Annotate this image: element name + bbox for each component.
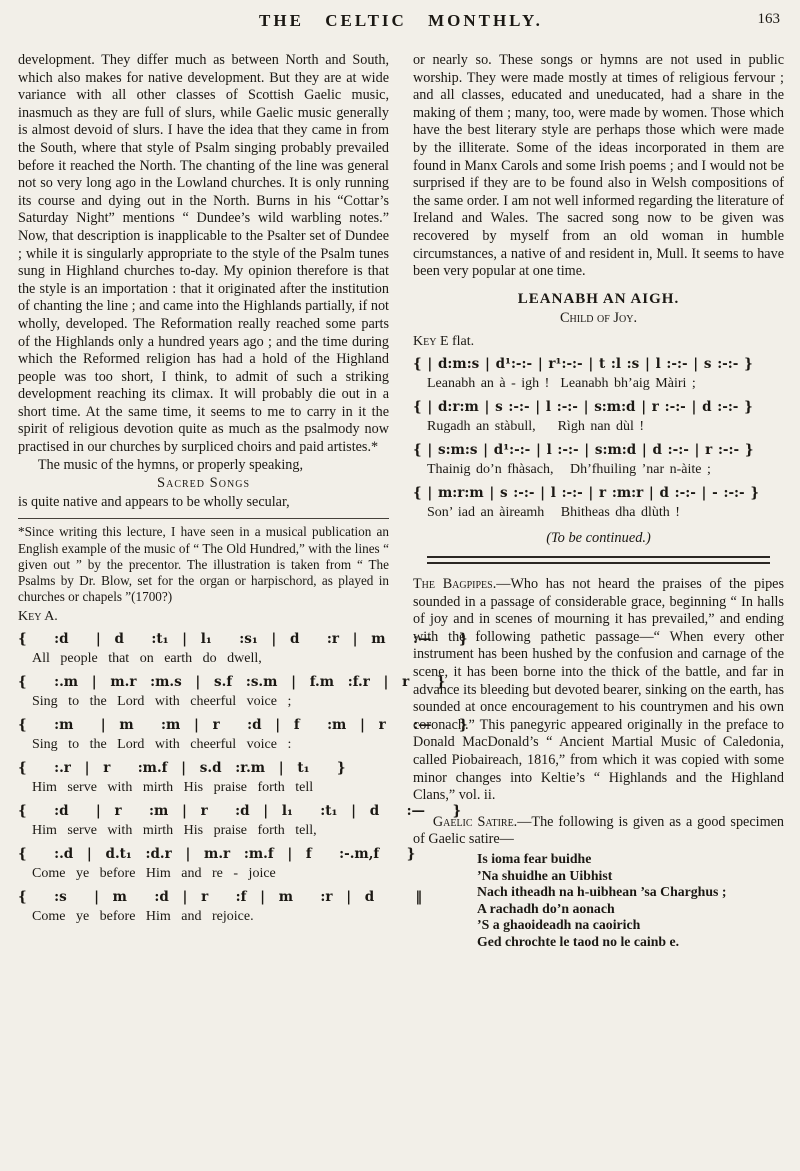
verse-line: Ged chrochte le taod no le cainb e. [477, 933, 680, 949]
lyric-line: Come ye before Him and rejoice. [32, 909, 254, 925]
paragraph-quite-native: is quite native and appears to be wholly secular, [18, 493, 290, 510]
lyric-line: Sing to the Lord with cheerful voice : [32, 737, 292, 753]
section-divider-double-rule [427, 556, 770, 564]
verse-line: ’Na shuidhe an Uibhist [477, 867, 613, 883]
footnote-separator-rule [18, 518, 389, 519]
lyric-line: Son’ iad an àireamh Bhitheas dha dlùth ! [427, 504, 680, 520]
page-header [18, 8, 784, 38]
satire-lead: Gaelic Satire. [432, 813, 518, 830]
solfa-line: { :.d | d.t₁ :d.r | m.r :m.f | f :-.m,f } [18, 846, 416, 863]
bagpipes-lead: The Bagpipes. [413, 576, 497, 593]
lyric-line: Him serve with mirth His praise forth tell [32, 780, 314, 796]
lyric-line: Sing to the Lord with cheerful voice ; [32, 694, 292, 710]
page-number: 163 [757, 11, 780, 27]
satire-body: —The following is given as a good specimen of Gaelic satire— [413, 813, 785, 848]
solfa-line: { | d:m:s | d¹:-:- | r¹:-:- | t :l :s | l :-:- | s :-:- } [413, 355, 753, 372]
music-line [18, 846, 416, 882]
footnote-text: *Since writing this lecture, I have seen in a musical publication an English example of the music of “ The Old Hundred,” with the lines “ given out ” by the precentor. The illustration is taken from “ The Psalms by Dr. Blow, set for the organ or harpischord, as played in churches or chapels ”(1700?) [18, 524, 389, 605]
key-label: Key [413, 333, 437, 349]
music-line [413, 442, 784, 478]
solfa-line: { :.r | r :m.f | s.d :r.m | t₁ } [18, 760, 346, 777]
solfa-line: { :.m | m.r :m.s | s.f :s.m | f.m :f.r | r } [18, 674, 446, 691]
bagpipes-paragraph [413, 576, 784, 805]
key-label: Key [18, 609, 42, 625]
satire-paragraph [413, 814, 784, 849]
key-signature-a [18, 608, 389, 626]
verse-line: ’S a ghaoideadh na caoirich [477, 917, 641, 933]
lyric-line: Rugadh an stàbull, Rìgh nan dùl ! [427, 418, 645, 434]
paragraph-music-of-hymns: The music of the hymns, or properly speaking, [37, 456, 304, 473]
music-line [18, 631, 468, 667]
solfa-line: { :s | m :d | r :f | m :r | d ‖ [18, 889, 423, 906]
lyric-line: Come ye before Him and re - joice [32, 866, 276, 882]
lyric-line: Leanabh an à - igh ! Leanabh bh’aig Màiri ; [427, 375, 696, 391]
lyric-line: Thainig do’n fhàsach, Dh’fhuiling ’nar n-àite ; [427, 461, 711, 477]
right-column [413, 52, 784, 951]
leanabh-an-aigh-notation [413, 356, 784, 521]
two-column-layout [18, 52, 784, 951]
solfa-line: { | m:r:m | s :-:- | l :-:- | r :m:r | d :-:- | - :-:- } [413, 484, 760, 501]
solfa-line: { | s:m:s | d¹:-:- | l :-:- | s:m:d | d :-:- | r :-:- } [413, 441, 754, 458]
music-line [413, 485, 784, 521]
music-line [18, 889, 423, 925]
music-line [18, 803, 462, 839]
verse-line: A rachadh do’n aonach [477, 900, 615, 916]
lyric-line: Him serve with mirth His praise forth tell, [32, 823, 317, 839]
music-line [18, 760, 389, 796]
masthead-title: THE CELTIC MONTHLY. [259, 11, 543, 30]
verse-line: Nach itheadh na h-uibhean ’sa Charghus ; [477, 884, 727, 900]
key-value: A. [44, 609, 58, 625]
music-line [18, 717, 468, 753]
bagpipes-body: —Who has not heard the praises of the pipes sounded in a passage of considerable grace, beginning “ In halls of joy and in scenes of mourning it has prevailed,” and ending with the following pathetic passage—“ When every other instrument has been hushed by the confusion and carnage of the scene, it has been borne into the thick of the battle, and far in advance its bleeding but devoted bearer, sinking on the earth, has sounded at once encouragement to his countrymen and his own coronach.” This panegyric appeared originally in the preface to Donald MacDonald’s “ Ancient Martial Music of Caledonia, called Piobaireach, 1816,” from which it was copied with some minor changes into Keltie’s “ Highlands and the Highland Clans,” vol. ii. [413, 576, 784, 804]
gaelic-verse [477, 851, 784, 951]
music-line [413, 356, 784, 392]
lyric-line: All people that on earth do dwell, [32, 651, 262, 667]
old-hundred-notation [18, 631, 468, 925]
song-subtitle: Child of Joy. [559, 310, 638, 327]
paragraph-or-nearly-so: or nearly so. These songs or hymns are not used in public worship. They were made mostly at times of religious fervour ; and all classes, educated and uneducated, had a share in the making of them ; many, too, were made by women. Those which have the best literary style are perhaps those which were made by the illiterate. Some of the ideas incorporated in them are found in Manx Carols and some Irish poems ; and I would not be surprised if they are to be found also in Welsh compositions of the same order. I am not well informed regarding the literature of Ireland and Wales. The sacred song now to be given was recovered by myself from an old woman in humble circumstances, a native of and resident in, Mull. It seems to have been very popular at one time. [413, 52, 784, 280]
solfa-line: { :d | r :m | r :d | l₁ :t₁ | d :— } [18, 803, 462, 820]
paragraph-development: development. They differ much as between North and South, which also makes for native development. But they are at wide variance with all other classes of Scottish Gaelic music, inasmuch as they are full of slurs, while Gaelic music generally is almost devoid of slurs. I have the idea that they came in from the South, where that style of Psalm singing probably prevailed before it reached the North. The chanting of the line was general not so very long ago in the Lowland churches. It is only running its course and dying out in the North. Burns in his “Cottar’s Saturday Night” mentions “ Dundee’s wild warbling notes.” Now, that description is inapplicable to the Psalter set of Dundee ; while it is singularly appropriate to the style of the Psalm tunes sung in Highland churches to-day. My opinion therefore is that the style is an importation : that it originated after the institution of chanting the line ; and came into the Highlands partially, if not wholly, developed. The Reformation really reached some parts of the Highlands only a hundred years ago ; and the time during which the Reformed religion has had a hold of the Highland people was too short, I think, to admit of such a striking development reaching its climax. It will probably die out in a short time. At the same time, it seems to me to carry in it the spirit of religious devotion quite as much as the psalmody now practised in our churches by surpliced choirs and paid artistes.* [18, 52, 389, 456]
key-value: E flat. [439, 333, 475, 349]
music-line [18, 674, 446, 710]
verse-line: Is ioma fear buidhe [477, 851, 592, 866]
solfa-line: { :d | d :t₁ | l₁ :s₁ | d :r | m :— } [18, 631, 468, 648]
to-be-continued: (To be continued.) [546, 529, 651, 546]
sacred-songs-heading: Sacred Songs [157, 475, 250, 492]
solfa-line: { :m | m :m | r :d | f :m | r :— } [18, 717, 468, 734]
solfa-line: { | d:r:m | s :-:- | l :-:- | s:m:d | r :-:- | d :-:- } [413, 398, 753, 415]
song-title: LEANABH AN AIGH. [517, 290, 680, 307]
key-signature-eflat [413, 333, 784, 351]
music-line [413, 399, 784, 435]
